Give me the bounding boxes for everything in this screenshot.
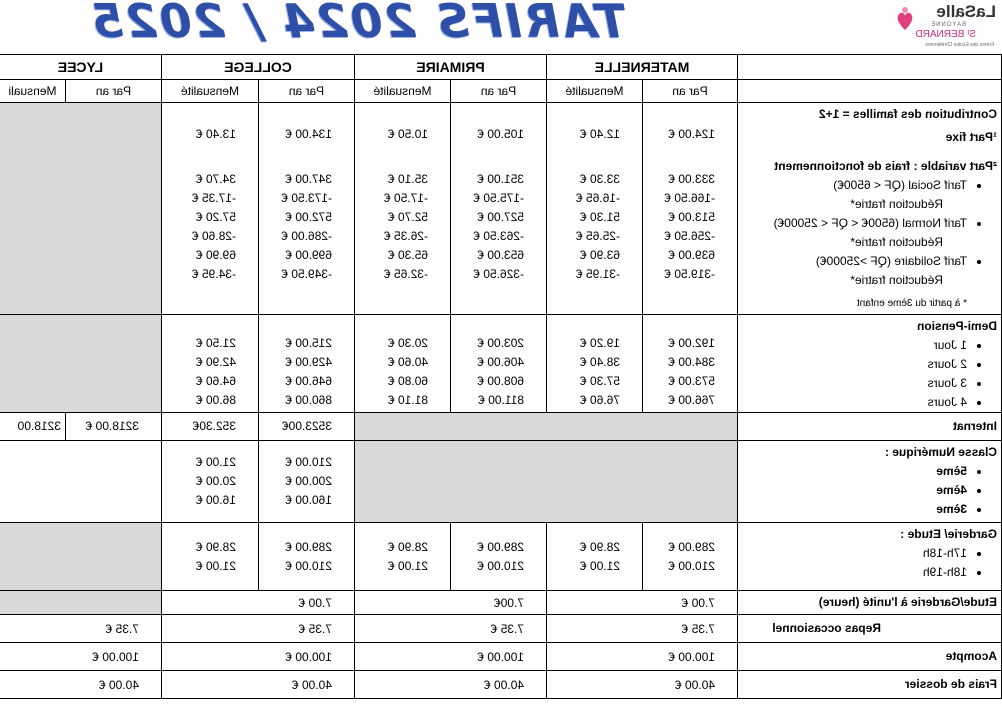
reduction-label: Réduction fratrie* xyxy=(850,273,943,287)
row-contribution xyxy=(0,103,1002,315)
cell-acompte-primaire: 100.00 € xyxy=(354,643,546,671)
col-maternelle: MATERNELLE xyxy=(547,55,738,80)
tarif-social-label: • Tarif Social (QF < 6500€) xyxy=(742,176,967,195)
label-internat: Internat xyxy=(738,413,1002,441)
cell-cn-college-mois: 21.00 € 20.00 € 16.00 € xyxy=(161,441,258,523)
cell-g-maternelle-an: 289.00 € 210.00 € xyxy=(643,523,738,591)
sub-par-an: Par an xyxy=(65,80,161,103)
cell-eu-primaire: 7.00€ xyxy=(354,591,546,615)
cell-internat-college-an: 3523.00€ xyxy=(258,413,354,441)
cell-cn-empty xyxy=(354,441,737,523)
cell-repas-college: 7.35 € xyxy=(161,615,354,643)
cell-eu-college: 7.00 € xyxy=(161,591,354,615)
cell-repas-primaire: 7.35 € xyxy=(354,615,546,643)
row-etude-unite xyxy=(0,591,1002,615)
cell-acompte-maternelle: 100.00 € xyxy=(547,643,738,671)
header-empty-2 xyxy=(738,80,1002,103)
cell-internat-empty xyxy=(354,413,737,441)
cell-eu-lycee-empty xyxy=(0,591,161,615)
header-empty xyxy=(738,55,1002,80)
cell-repas-maternelle: 7.35 € xyxy=(547,615,738,643)
cell-college-an: 134.00 € 347.00 € -173.50 € 572.00 € -286.00 € 699.00 € -349.50 € xyxy=(258,103,354,315)
cell-dp-college-an: 215.00 € 429.00 € 646.00 € 860.00 € xyxy=(258,315,354,413)
label-contribution xyxy=(738,103,1002,315)
cell-college-mois: 13.40 € 34.70 € -17.35 € 57.20 € -28.60 € 69.90 € -34.95 € xyxy=(161,103,258,315)
col-college: COLLEGE xyxy=(161,55,354,80)
reduction-label: Réduction fratrie* xyxy=(850,197,943,211)
cell-internat-lycee-an: 3218.00 € xyxy=(65,413,161,441)
cell-dp-maternelle-an: 192.00 € 384.00 € 573.00 € 766.00 € xyxy=(643,315,738,413)
page-header xyxy=(0,0,1002,54)
cell-g-primaire-an: 289.00 € 210.00 € xyxy=(451,523,547,591)
cell-cn-college-an: 210.00 € 200.00 € 160.00 € xyxy=(258,441,354,523)
logo-line1: BAYONNE xyxy=(930,22,966,28)
label-acompte: Acompte xyxy=(738,643,1002,671)
row-garderie xyxy=(0,523,1002,591)
part-variable-label: ²Part variable : frais de fonctionnement xyxy=(774,159,997,173)
cell-lycee-empty xyxy=(0,103,161,315)
cell-primaire-an: 105.00 € 351.00 € -175.50 € 527.00 € -263.50 € 653.00 € -326.50 € xyxy=(451,103,547,315)
cell-internat-college-mois: 352.30€ xyxy=(161,413,258,441)
label-repas: Repas occasionnel xyxy=(738,615,1002,643)
row-classe-numerique xyxy=(0,441,1002,523)
label-classe-numerique: Classe Numérique : • 5ème • 4ème • 3ème xyxy=(738,441,1002,523)
cell-repas-lycee: 7.35 € xyxy=(0,615,161,643)
cell-g-primaire-mois: 28.90 € 21.00 € xyxy=(354,523,450,591)
tarif-normal-label: • Tarif Normal (6500€ < QF < 25000€) xyxy=(742,214,967,233)
cell-dossier-maternelle: 40.00 € xyxy=(547,671,738,699)
cell-internat-lycee-mois: 3218.00 xyxy=(0,413,65,441)
row-internat xyxy=(0,413,1002,441)
cell-g-lycee-empty xyxy=(0,523,161,591)
logo-line2: Sᵗ BERNARD xyxy=(915,29,976,40)
label-etude-unite: Etude/Garderie à l'unité (heure) xyxy=(738,591,1002,615)
cell-acompte-college: 100.00 € xyxy=(161,643,354,671)
cell-eu-maternelle: 7.00 € xyxy=(547,591,738,615)
cell-cn-lycee-empty xyxy=(0,441,161,523)
logo-brand: LaSalle xyxy=(936,2,996,21)
cell-g-college-an: 289.00 € 210.00 € xyxy=(258,523,354,591)
fratrie-note: * à partir du 3ème enfant xyxy=(856,298,967,309)
cell-acompte-lycee: 100.00 € xyxy=(0,643,161,671)
cell-dp-primaire-mois: 20.30 € 40.60 € 60.80 € 81.10 € xyxy=(354,315,450,413)
row-repas xyxy=(0,615,1002,643)
tarif-solidaire-label: • Tarif Solidaire (QF >25000€) xyxy=(742,252,967,271)
tarifs-table xyxy=(0,54,1002,699)
contribution-title: Contribution des familles = 1+2 xyxy=(818,107,997,121)
label-demi-pension: Demi-Pension • 1 Jour • 2 Jours • 3 Jours • 4 Jours xyxy=(738,315,1002,413)
col-lycee: LYCEE xyxy=(0,55,161,80)
cell-dp-lycee-empty xyxy=(0,315,161,413)
sub-mensualite: Mensualité xyxy=(161,80,258,103)
sub-par-an: Par an xyxy=(451,80,547,103)
sub-mensualite: Mensualité xyxy=(354,80,450,103)
row-dossier xyxy=(0,671,1002,699)
cell-dossier-college: 40.00 € xyxy=(161,671,354,699)
cell-maternelle-mois: 12.40 € 33.30 € -16.65 € 51.30 € -25.65 € 63.90 € -31.95 € xyxy=(547,103,643,315)
label-garderie: Garderie/ Etude : • 17h-18h • 18h-19h xyxy=(738,523,1002,591)
row-acompte xyxy=(0,643,1002,671)
cell-maternelle-an: 124.00 € 333.00 € -166.50 € 513.00 € -256.50 € 639.00 € -319.50 € xyxy=(643,103,738,315)
cell-dossier-primaire: 40.00 € xyxy=(354,671,546,699)
sub-mensualite: Mensuali xyxy=(0,80,65,103)
header-row-levels xyxy=(0,55,1002,80)
sub-par-an: Par an xyxy=(643,80,738,103)
part-fixe-label: ¹Part fixe xyxy=(945,130,997,144)
logo-heart-icon xyxy=(896,6,914,32)
label-dossier: Frais de dossier xyxy=(738,671,1002,699)
cell-g-maternelle-mois: 28.90 € 21.00 € xyxy=(547,523,643,591)
sub-par-an: Par an xyxy=(258,80,354,103)
logo-line3: Frères des Ecoles Chrétiennes xyxy=(925,42,994,48)
cell-primaire-mois: 10.50 € 35.10 € -17.50 € 52.70 € -26.35 € 65.30 € -32.65 € xyxy=(354,103,450,315)
row-demi-pension xyxy=(0,315,1002,413)
school-logo xyxy=(892,2,1002,48)
col-primaire: PRIMAIRE xyxy=(354,55,546,80)
cell-dossier-lycee: 40.00 € xyxy=(0,671,161,699)
reduction-label: Réduction fratrie* xyxy=(850,235,943,249)
cell-g-college-mois: 28.90 € 21.00 € xyxy=(161,523,258,591)
cell-dp-primaire-an: 203.00 € 406.00 € 608.00 € 811.00 € xyxy=(451,315,547,413)
cell-dp-maternelle-mois: 19.20 € 38.40 € 57.30 € 76.60 € xyxy=(547,315,643,413)
page-title: TARIFS 2024 / 2025 xyxy=(89,0,627,48)
cell-dp-college-mois: 21.50 € 42.90 € 64.60 € 86.00 € xyxy=(161,315,258,413)
sub-mensualite: Mensualité xyxy=(547,80,643,103)
header-row-sub xyxy=(0,80,1002,103)
